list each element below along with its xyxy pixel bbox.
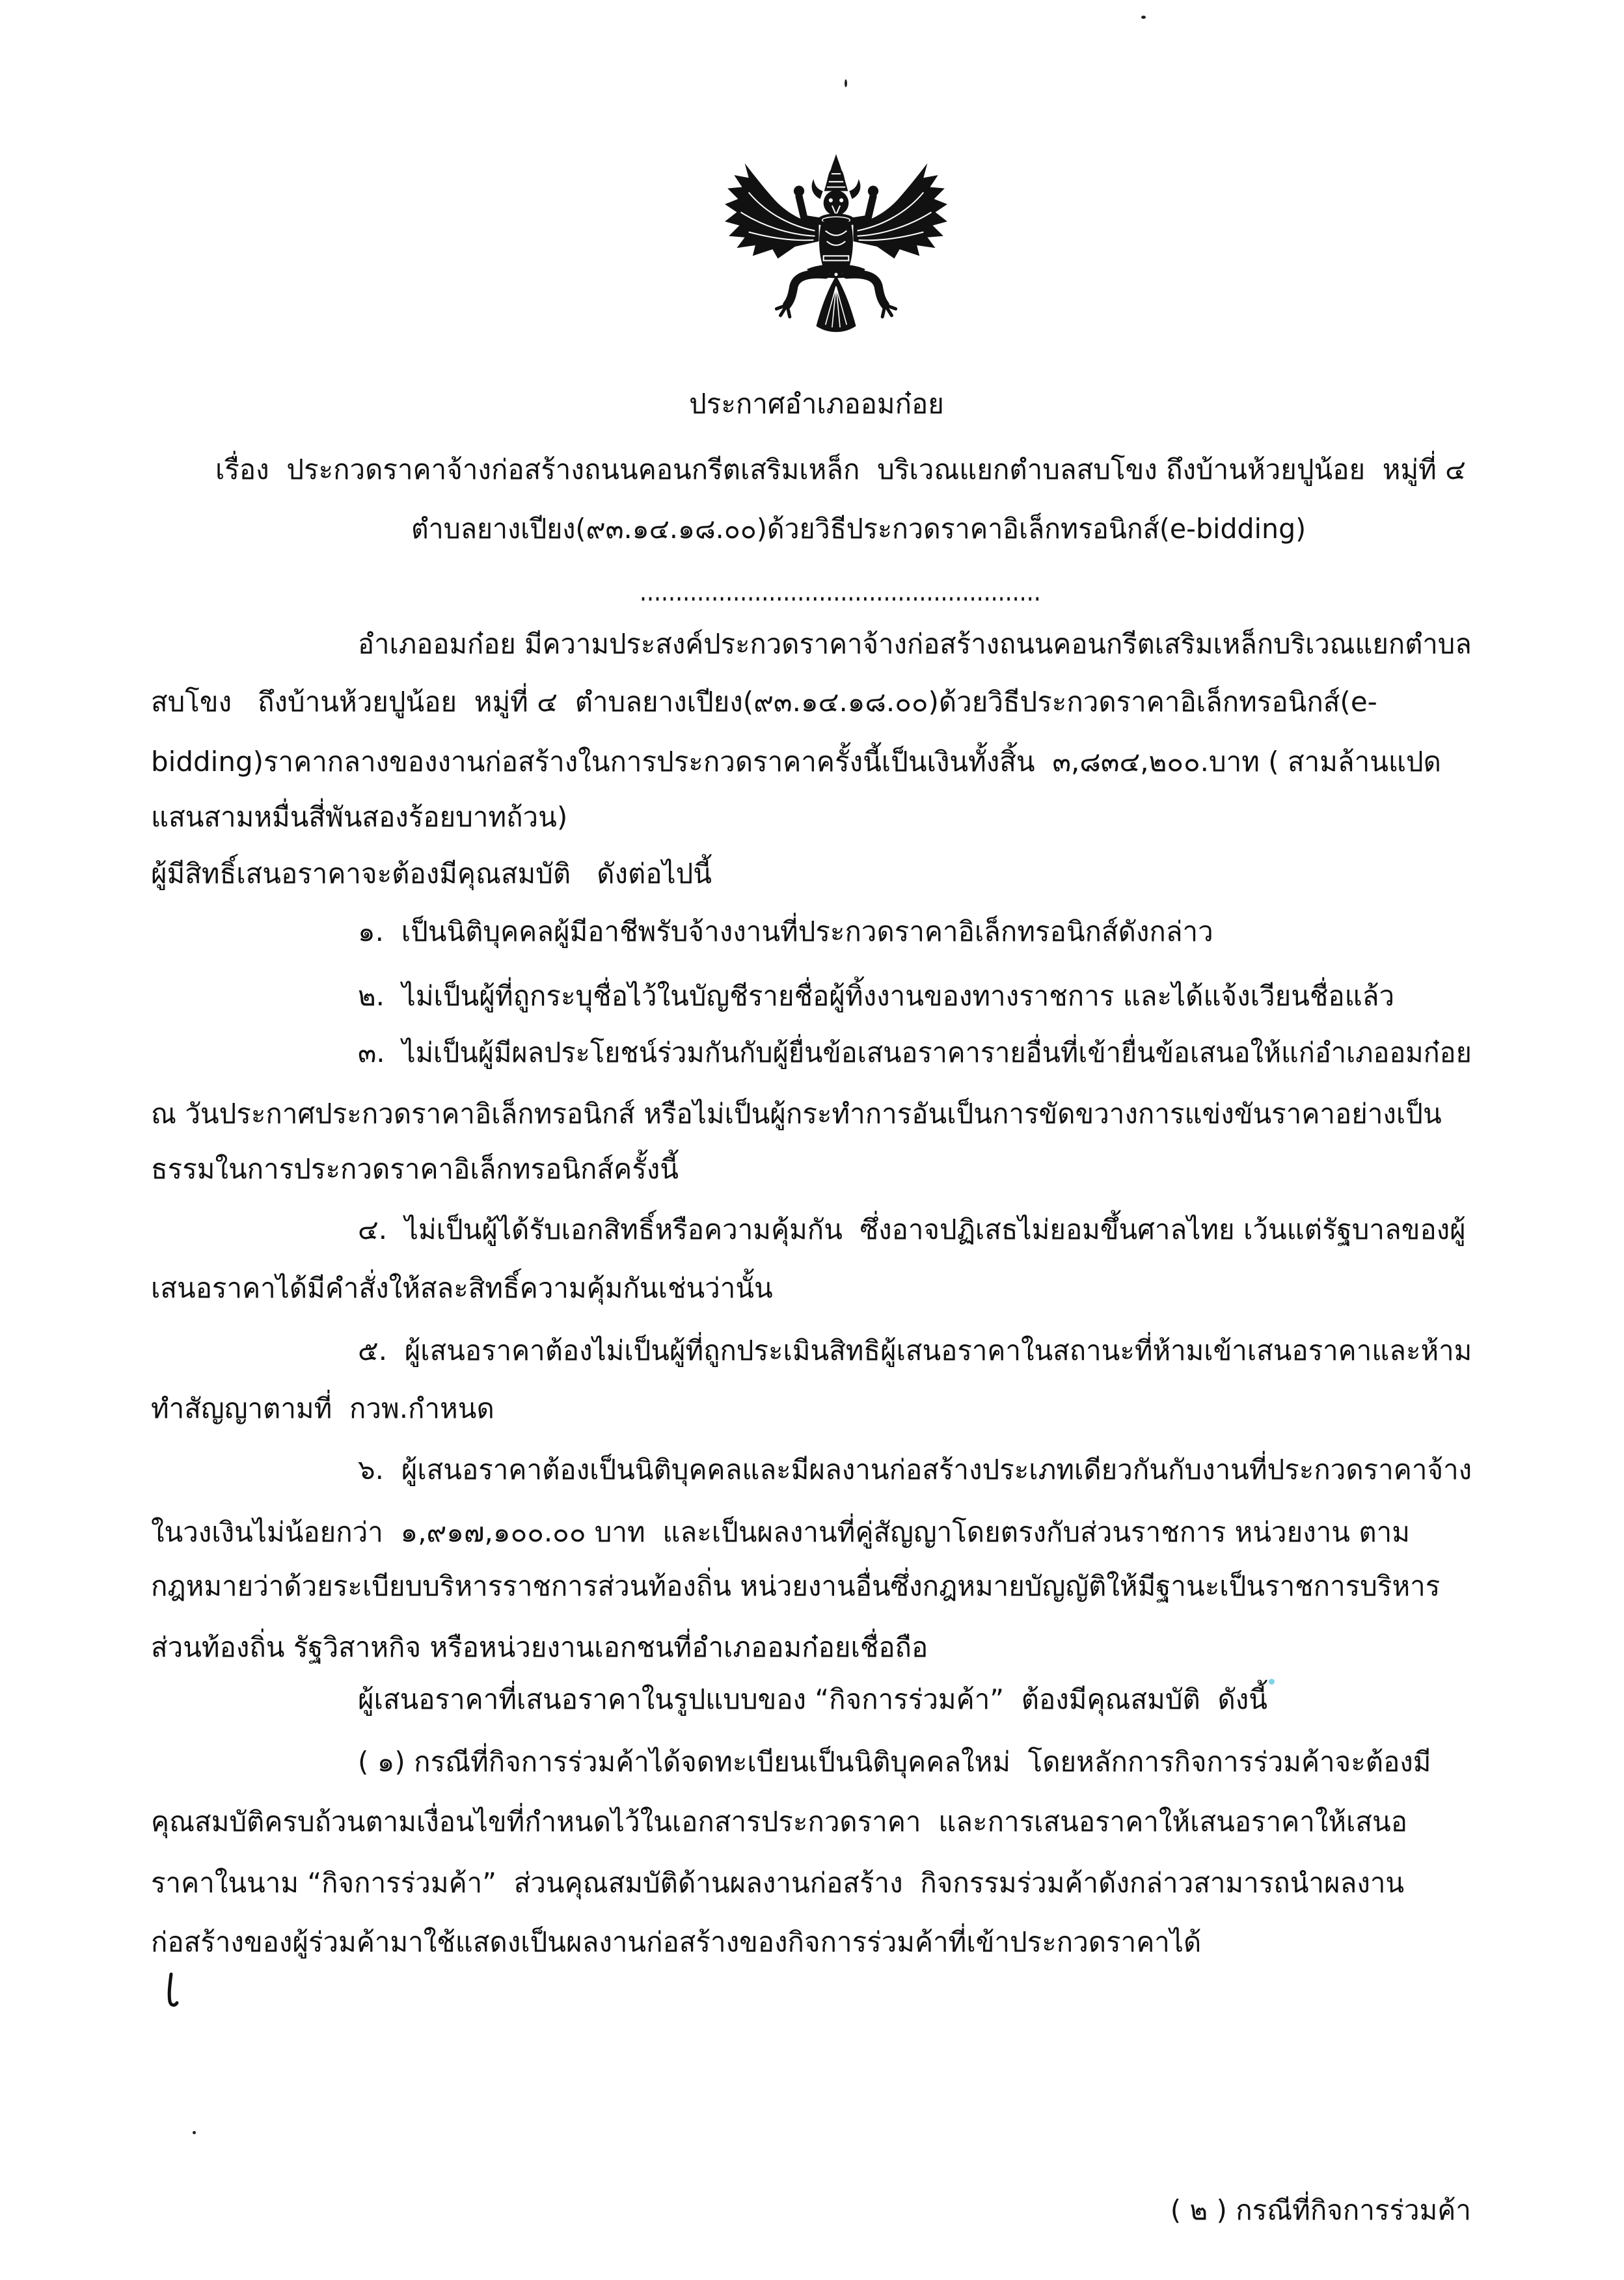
joint-venture-heading: ผู้เสนอราคาที่เสนอราคาในรูปแบบของ “กิจการร่วมค้า” ต้องมีคุณสมบัติ ดังนี้ bbox=[358, 1683, 1267, 1715]
qualifications-heading: ผู้มีสิทธิ์เสนอราคาจะต้องมีคุณสมบัติ ดังต่อไปนี้ bbox=[151, 858, 712, 889]
qualification-line: เสนอราคาได้มีคำสั่งให้สละสิทธิ์ความคุ้มกันเช่นว่านั้น bbox=[151, 1272, 773, 1304]
qualification-line: ทำสัญญาตามที่ กวพ.กำหนด bbox=[151, 1392, 494, 1424]
continuation-footer: ( ๒ ) กรณีที่กิจการร่วมค้า bbox=[1170, 2194, 1471, 2226]
qualification-line: ส่วนท้องถิ่น รัฐวิสาหกิจ หรือหน่วยงานเอกชนที่อำเภออมก๋อยเชื่อถือ bbox=[151, 1631, 928, 1663]
qualification-line: ในวงเงินไม่น้อยกว่า ๑,๙๑๗,๑๐๐.๐๐ บาท และเป็นผลงานที่คู่สัญญาโดยตรงกับส่วนราชการ หน่วยงาน ตาม bbox=[151, 1516, 1410, 1548]
qualification-line: ๖. ผู้เสนอราคาต้องเป็นนิติบุคคลและมีผลงานก่อสร้างประเภทเดียวกันกับงานที่ประกวดราคาจ้าง bbox=[358, 1454, 1472, 1486]
scan-speck bbox=[193, 2131, 196, 2134]
qualification-line: ๓. ไม่เป็นผู้มีผลประโยชน์ร่วมกันกับผู้ยื่นข้อเสนอราคารายอื่นที่เข้ายื่นข้อเสนอให้แก่อำเภออมก๋อย bbox=[358, 1037, 1472, 1068]
subject-line-2: ตำบลยางเปียง(๙๓.๑๔.๑๘.๐๐)ด้วยวิธีประกวดราคาอิเล็กทรอนิกส์(e-bidding) bbox=[411, 513, 1306, 545]
intro-line: bidding)ราคากลางของงานก่อสร้างในการประกวดราคาครั้งนี้เป็นเงินทั้งสิ้น ๓,๘๓๔,๒๐๐.บาท ( สามล้านแปด bbox=[151, 746, 1441, 778]
qualification-line: ณ วันประกาศประกวดราคาอิเล็กทรอนิกส์ หรือไม่เป็นผู้กระทำการอันเป็นการขัดขวางการแข่งขันราคาอย่างเป็น bbox=[151, 1098, 1442, 1130]
intro-line: อำเภออมก๋อย มีความประสงค์ประกวดราคาจ้างก่อสร้างถนนคอนกรีตเสริมเหล็กบริเวณแยกตำบล bbox=[358, 628, 1472, 660]
joint-venture-line: ราคาในนาม “กิจการร่วมค้า” ส่วนคุณสมบัติด้านผลงานก่อสร้าง กิจกรรมร่วมค้าดังกล่าวสามารถนำผลงาน bbox=[151, 1867, 1405, 1899]
intro-line: แสนสามหมื่นสี่พันสองร้อยบาทถ้วน) bbox=[151, 801, 568, 833]
scan-speck bbox=[1141, 16, 1146, 19]
intro-line: สบโขง ถึงบ้านห้วยปูน้อย หมู่ที่ ๔ ตำบลยางเปียง(๙๓.๑๔.๑๘.๐๐)ด้วยวิธีประกวดราคาอิเล็กทรอนิกส์(e- bbox=[151, 686, 1377, 718]
announcement-title: ประกาศอำเภออมก๋อย bbox=[689, 388, 944, 420]
qualification-line: ๑. เป็นนิติบุคคลผู้มีอาชีพรับจ้างงานที่ประกวดราคาอิเล็กทรอนิกส์ดังกล่าว bbox=[358, 916, 1213, 947]
subject-line-1: เรื่อง ประกวดราคาจ้างก่อสร้างถนนคอนกรีตเสริมเหล็ก บริเวณแยกตำบลสบโขง ถึงบ้านห้วยปูน้อย หมู่ที่ ๔ bbox=[215, 454, 1466, 485]
qualification-line: ๔. ไม่เป็นผู้ได้รับเอกสิทธิ์หรือความคุ้มกัน ซึ่งอาจปฏิเสธไม่ยอมขึ้นศาลไทย เว้นแต่รัฐบาลของผู้ bbox=[358, 1214, 1466, 1245]
scan-speck bbox=[1269, 1679, 1275, 1685]
garuda-emblem bbox=[722, 151, 950, 340]
separator-dots: ........................................................ bbox=[640, 575, 1041, 607]
qualification-line: ๒. ไม่เป็นผู้ที่ถูกระบุชื่อไว้ในบัญชีรายชื่อผู้ทิ้งงานของทางราชการ และได้แจ้งเวียนชื่อแล้ว bbox=[358, 980, 1395, 1012]
qualification-line: กฎหมายว่าด้วยระเบียบบริหารราชการส่วนท้องถิ่น หน่วยงานอื่นซึ่งกฎหมายบัญญัติให้มีฐานะเป็นราชการบริหาร bbox=[151, 1570, 1441, 1602]
joint-venture-line: คุณสมบัติครบถ้วนตามเงื่อนไขที่กำหนดไว้ในเอกสารประกวดราคา และการเสนอราคาให้เสนอราคาให้เสนอ bbox=[151, 1806, 1407, 1838]
qualification-line: ธรรมในการประกวดราคาอิเล็กทรอนิกส์ครั้งนี้ bbox=[151, 1153, 679, 1185]
scan-speck bbox=[845, 79, 847, 87]
joint-venture-line: ( ๑) กรณีที่กิจการร่วมค้าได้จดทะเบียนเป็นนิติบุคคลใหม่ โดยหลักการกิจการร่วมค้าจะต้องมี bbox=[358, 1746, 1431, 1778]
scan-mark bbox=[161, 1972, 181, 2011]
qualification-line: ๕. ผู้เสนอราคาต้องไม่เป็นผู้ที่ถูกประเมินสิทธิผู้เสนอราคาในสถานะที่ห้ามเข้าเสนอราคาและห้าม bbox=[358, 1335, 1472, 1366]
joint-venture-line: ก่อสร้างของผู้ร่วมค้ามาใช้แสดงเป็นผลงานก่อสร้างของกิจการร่วมค้าที่เข้าประกวดราคาได้ bbox=[151, 1926, 1202, 1958]
